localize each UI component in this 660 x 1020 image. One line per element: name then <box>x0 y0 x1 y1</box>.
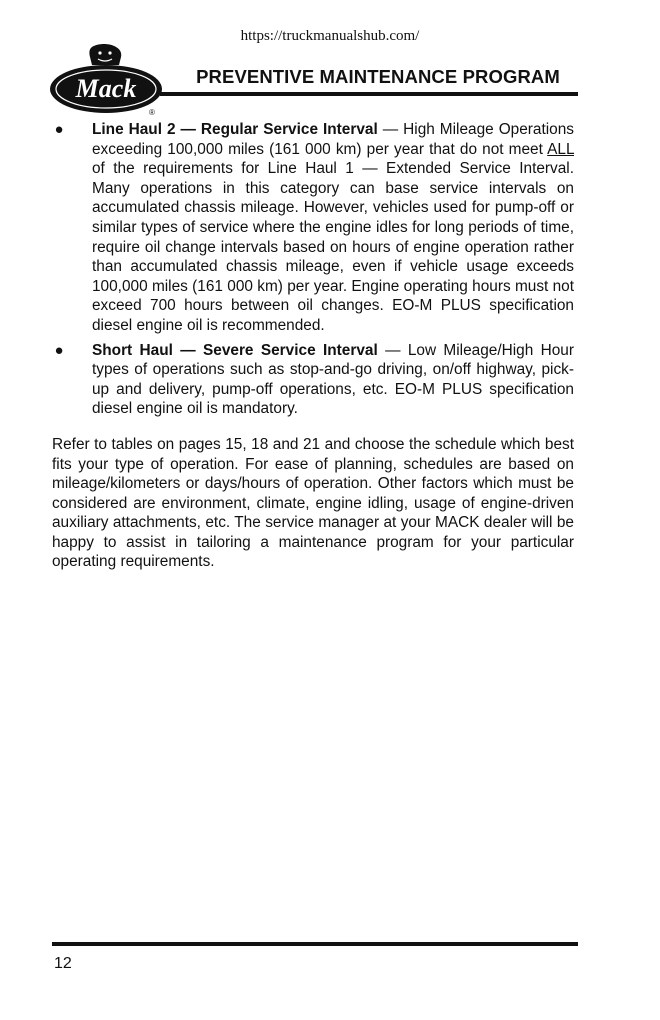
header-rule <box>160 92 578 96</box>
item-text: — Low Mileage/High Hour types of operations such as stop-and-go driving, on/off highway, pick-up and delivery, pump-off operations, etc. EO-M PLUS specification diesel engine oil is mandatory. <box>92 341 574 418</box>
page-number: 12 <box>54 955 72 972</box>
item-text: of the requirements for Line Haul 1 — Extended Service Interval. Many operations in this category can base service intervals on accumulated chassis mileage. However, vehicles used for pump-off or similar types of service where the engine idles for long periods of time, require oil change intervals based on hours of engine operation rather than accumulated chassis mileage, even if vehicle usage exceeds 100,000 miles (161 000 km) per year. Engine operating hours must not exceed 700 hours between oil changes. EO-M PLUS specification diesel engine oil is recommended. <box>92 160 574 334</box>
page-title: PREVENTIVE MAINTENANCE PROGRAM <box>196 66 560 87</box>
logo-wordmark: Mack <box>75 74 137 103</box>
item-text: — High Mileage Operations exceeding 100,000 miles (161 000 km) per year that do not meet <box>92 121 574 158</box>
list-item <box>52 120 574 336</box>
mack-logo <box>48 43 164 117</box>
footer-rule <box>52 942 578 946</box>
bulldog-icon <box>89 44 121 65</box>
item-heading: Short Haul — Severe Service Interval <box>92 341 378 359</box>
bullet-icon: ● <box>54 341 64 359</box>
body-paragraph: Refer to tables on pages 15, 18 and 21 and choose the schedule which best fits your type of operation. For ease of planning, schedules are based on mileage/kilometers or days/hours of operation. Other factors which must be considered are environment, climate, engine idling, usage of engine-driven auxiliary attachments, etc. The service manager at your MACK dealer will be happy to assist in tailoring a maintenance program for your particular operating requirements. <box>52 435 574 571</box>
item-heading: Line Haul 2 — Regular Service Interval <box>92 121 378 138</box>
bullet-icon: ● <box>54 121 64 138</box>
list-item <box>52 341 574 419</box>
registered-mark: ® <box>149 108 155 117</box>
source-url[interactable]: https://truckmanualshub.com/ <box>240 28 420 44</box>
item-emphasis: ALL <box>547 140 574 158</box>
page-content <box>52 120 574 572</box>
